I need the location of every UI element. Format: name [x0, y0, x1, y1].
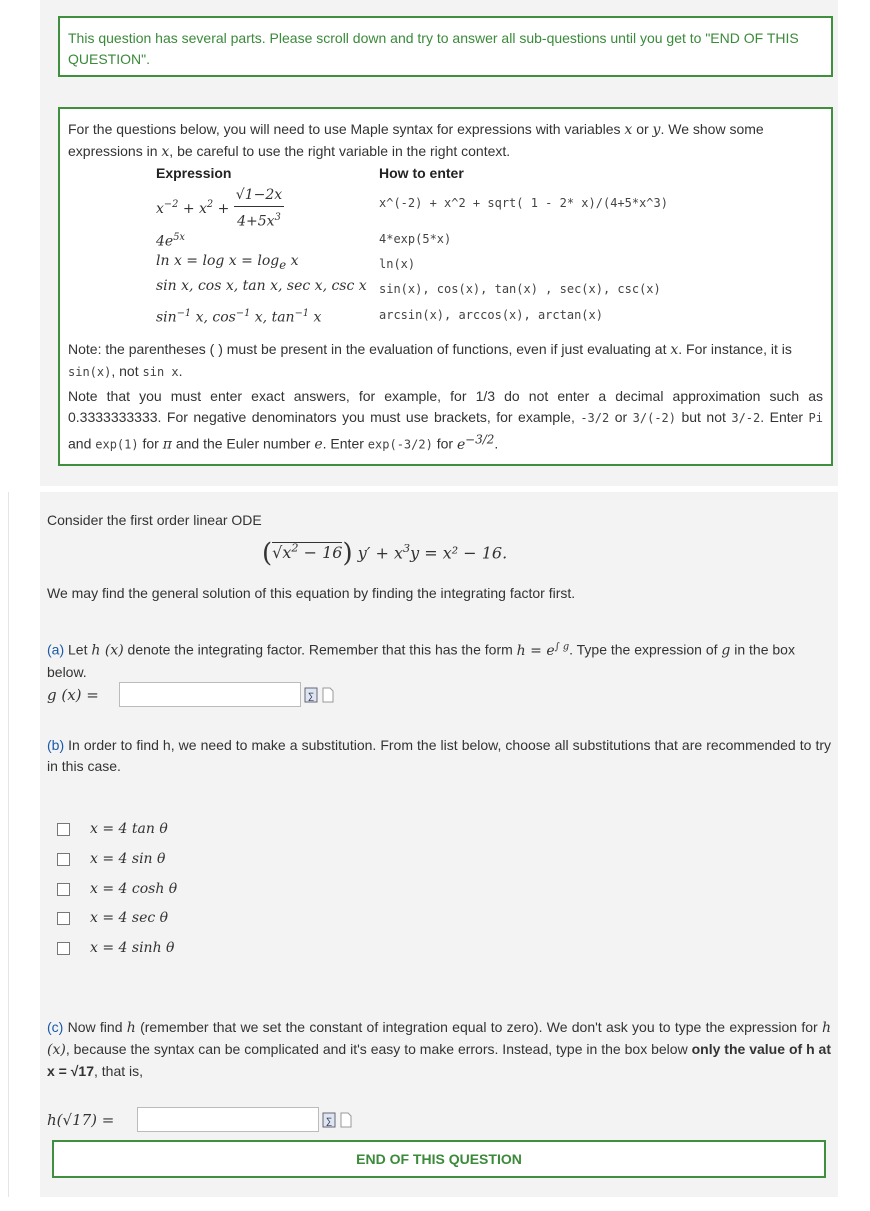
expr-row-4: sin x, cos x, tan x, sec x, csc x	[156, 278, 367, 294]
syntax-table	[68, 163, 823, 339]
intro-notice	[58, 16, 833, 77]
choice-sin[interactable]: x = 4 sin θ	[57, 848, 165, 870]
ode-rhs: = x² − 16.	[424, 543, 508, 563]
expr-row-2: $4e^{5x}$	[156, 232, 185, 250]
header-expression: Expression	[156, 165, 232, 181]
part-a-label: (a)	[47, 641, 65, 658]
expr-row-3: $\ln x = \log x = \log_e x$	[156, 253, 299, 272]
part-c-text: (c) Now find h (remember that we set the constant of integration equal to zero). We don't ask you to type the expression for h (x), because the syntax can be complicated and it's easy to make errors. Instead, type in the box below only the value of h at x = √17, that is,	[47, 1019, 831, 1079]
choice-sec[interactable]: x = 4 sec θ	[57, 907, 168, 929]
checkbox[interactable]	[57, 942, 70, 955]
syntax-help-box	[58, 107, 833, 466]
choice-cosh[interactable]: x = 4 cosh θ	[57, 878, 177, 900]
intro-text: This question has several parts. Please scroll down and try to answer all sub-questions until you get to "END OF THIS QUESTION".	[68, 30, 799, 67]
syntax-intro: For the questions below, you will need to use Maple syntax for expressions with variables x or y. We show some expressions in x, be careful to use the right variable in the right context.	[68, 121, 764, 160]
general-solution-text: We may find the general solution of this equation by finding the integrating factor first.	[47, 585, 576, 601]
note-parentheses: Note: the parentheses ( ) must be present in the evaluation of functions, even if just evaluating at x. For instance, it is sin(x), not sin x.	[68, 341, 792, 379]
enter-row-3: ln(x)	[379, 257, 416, 271]
consider-text: Consider the first order linear ODE	[47, 512, 262, 528]
h-value-input[interactable]	[137, 1107, 319, 1132]
checkbox[interactable]	[57, 853, 70, 866]
part-a-text: (a) Let h (x) denote the integrating factor. Remember that this has the form $h = e^{\int g}$. Type the expression of g in the box below.	[47, 641, 795, 680]
equation-editor-icon[interactable]	[304, 687, 318, 703]
expr-row-1: $x^{-2} + x^2$ + $\frac{√1-2x}{4+5x^3}$	[156, 187, 283, 230]
g-answer-input[interactable]	[119, 682, 301, 707]
part-c-input-label: h(√17) =	[47, 1111, 115, 1129]
part-b-text: (b) In order to find h, we need to make a substitution. From the list below, choose all substitutions that are recommended to try in this case.	[47, 737, 831, 774]
left-divider	[8, 492, 9, 1197]
preview-document-icon[interactable]	[321, 687, 335, 703]
enter-row-4: sin(x), cos(x), tan(x) , sec(x), csc(x)	[379, 282, 661, 296]
svg-text:∑: ∑	[307, 691, 315, 701]
enter-row-5: arcsin(x), arccos(x), arctan(x)	[379, 308, 603, 322]
end-text: END OF THIS QUESTION	[356, 1151, 522, 1167]
part-b-label: (b)	[47, 737, 65, 753]
ode-equation: $(√x^2 - 16) y' + x^3y = x^2 - 16$.	[262, 538, 508, 569]
preview-document-icon[interactable]	[339, 1112, 353, 1128]
checkbox[interactable]	[57, 883, 70, 896]
note-exact-answers: Note that you must enter exact answers, for example, for 1/3 do not enter a decimal approximation such as 0.3333333333. For negative denominators you must use brackets, for example, -3/2 or 3/(-2) but not 3/-2. Enter Pi and exp(1) for π and the Euler number e. Enter exp(-3/2) for $e^{-3/2}$.	[68, 388, 823, 453]
part-c-label: (c)	[47, 1019, 64, 1035]
part-a-input-label: g (x) =	[47, 686, 99, 704]
enter-row-1: x^(-2) + x^2 + sqrt( 1 - 2* x)/(4+5*x^3)	[379, 196, 668, 210]
checkbox[interactable]	[57, 823, 70, 836]
enter-row-2: 4*exp(5*x)	[379, 232, 452, 246]
checkbox[interactable]	[57, 912, 70, 925]
svg-text:∑: ∑	[325, 1116, 333, 1126]
choice-tan[interactable]: x = 4 tan θ	[57, 818, 168, 840]
choice-sinh[interactable]: x = 4 sinh θ	[57, 937, 174, 959]
header-how-to-enter: How to enter	[379, 165, 464, 181]
expr-row-5: $\sin^{-1} x$, $\cos^{-1} x$, $\tan^{-1} x$	[156, 308, 322, 326]
equation-editor-icon[interactable]	[322, 1112, 336, 1128]
end-of-question-box	[52, 1140, 826, 1178]
